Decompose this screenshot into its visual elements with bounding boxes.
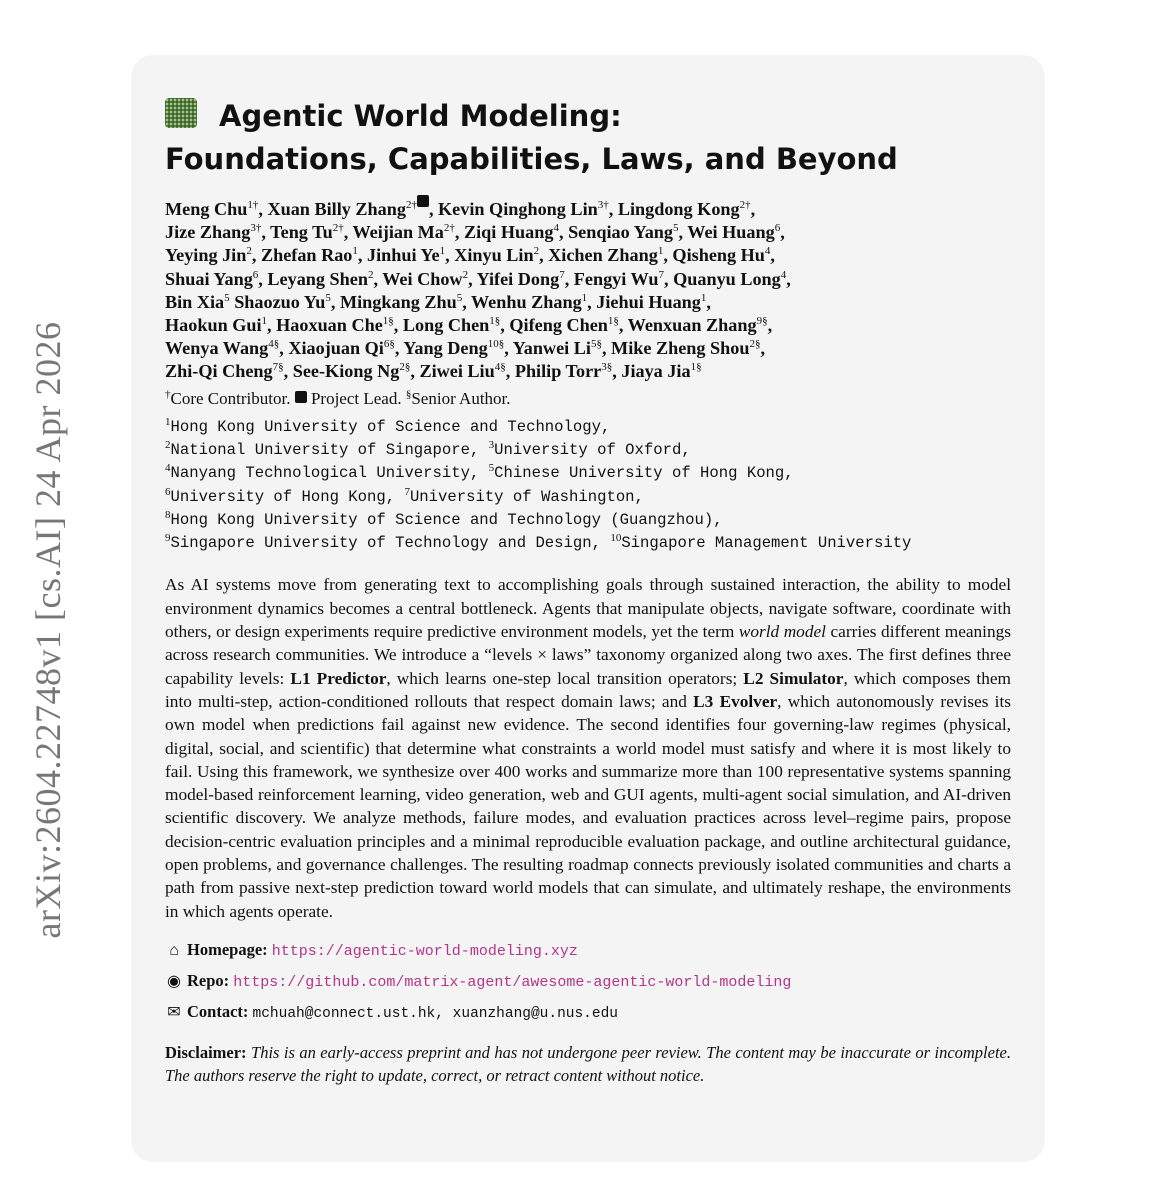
author-line: Haokun Gui$^1$, Haoxuan Che$^{1\S}$, Long Chen$^{1\S}$, Qifeng Chen$^{1\S}$, Wenxuan Zhang$^{9\S}$, — [165, 315, 773, 336]
author-affiliation-mark: 2† — [443, 222, 455, 235]
author-affiliation-mark: 2 — [533, 245, 540, 258]
affiliation-number: 7 — [404, 485, 410, 498]
author-line: Jize Zhang$^{3\dagger}$, Teng $Tu^{2\dagger}$, Weijian $Ma^{2\dagger}$, Ziqi Huang$^4$, Senqiao Yang$^5$, Wei Huang$^6$, — [165, 222, 785, 243]
author-name: Fengyi Wu — [573, 268, 659, 289]
author-affiliation-mark: 6§ — [383, 338, 395, 351]
affiliation-number: 4 — [165, 462, 171, 475]
author-name: Lingdong Kong — [617, 199, 740, 220]
author-affiliation-mark: 1§ — [382, 315, 394, 328]
author-name: Meng Chu — [165, 199, 248, 220]
author-line: Shuai Yang$^6$, Leyang Shen$^2$, Wei Chow$^2$, Yifei Dong$^7$, Fengyi Wu$^7$, Quanyu Long$^4$, — [165, 268, 791, 289]
title-line-1: Agentic World Modeling: — [219, 99, 622, 133]
author-name: Jiaya Jia — [621, 361, 691, 382]
author-name: Kevin Qinghong Lin — [438, 199, 598, 220]
author-name: Xinyu Lin — [454, 245, 534, 266]
author-name: Haokun Gui — [165, 315, 262, 336]
author-affiliation-mark: 2† — [739, 199, 751, 211]
author-affiliation-mark: 7§ — [272, 361, 284, 374]
abstract-text: , which learns one-step local transition operators; — [386, 668, 744, 688]
disclaimer — [165, 1041, 1011, 1088]
affiliation-name: Singapore University of Technology and Design, — [170, 534, 611, 553]
author-affiliation-mark: 2§ — [399, 361, 411, 374]
author-line: Wenya Wang$^{4\S}$, Xiaojuan $Qi^{6\S}$, Yang Deng$^{10\S}$, Yanwei $Li^{5\S}$, Mike Zheng Shou$^{2\S}$, — [165, 338, 766, 359]
core-contributor-note: Core Contributor. — [170, 388, 291, 408]
affiliation-name: University of Washington, — [409, 487, 644, 506]
author-name: Yifei Dong — [476, 268, 560, 289]
author-affiliation-mark: 2 — [246, 245, 252, 258]
author-name: Wenya Wang — [165, 338, 269, 359]
author-affiliation-mark: 1§ — [489, 315, 501, 328]
author-affiliation-mark: 6 — [252, 268, 259, 281]
author-affiliation-mark: 3† — [250, 222, 262, 235]
home-icon: ⌂ — [169, 941, 179, 959]
author-name: Ziqi Huang — [464, 222, 554, 243]
disclaimer-text: This is an early-access preprint and has not undergone peer review. The content may be inaccurate or incomplete. The authors reserve the right to update, correct, or retract content without notice. — [165, 1042, 1011, 1086]
author-affiliation-mark: 5 — [224, 291, 230, 304]
author-name: Yanwei Li — [512, 338, 591, 359]
author-affiliation-mark: 4 — [553, 222, 559, 235]
author-name: Leyang Shen — [267, 268, 368, 289]
author-affiliation-mark: 1§ — [690, 361, 702, 374]
affiliation-line — [165, 532, 1011, 555]
author-name: Senqiao Yang — [568, 222, 674, 243]
author-affiliation-mark: 1† — [247, 199, 259, 211]
arxiv-identifier-stamp: arXiv:2604.22748v1 [cs.AI] 24 Apr 2026 — [28, 321, 68, 939]
affiliation-line — [165, 439, 1011, 462]
affiliation-name: Chinese University of Hong Kong, — [494, 464, 794, 483]
author-affiliation-mark: 3† — [597, 199, 609, 211]
author-name: Quanyu Long — [673, 268, 781, 289]
author-name: Long Chen — [402, 315, 490, 336]
abstract-text: As AI systems move from generating text to accomplishing goals through sustained interaction, the ability to model environment dynamics becomes a central bottleneck. Agents that manipulate objects, navigate software, coordinate with others, or design experiments require predictive environment models, yet the term — [165, 575, 1011, 642]
capability-level-term: L1 Predictor — [290, 668, 387, 688]
affiliation-line — [165, 416, 1011, 439]
author-list — [165, 195, 1025, 384]
author-name: Wenxuan Zhang — [627, 315, 757, 336]
affiliation-number: 3 — [488, 438, 495, 451]
author-affiliation-mark: 1 — [439, 245, 446, 258]
disclaimer-label: Disclaimer: — [165, 1042, 247, 1062]
author-name: Jize Zhang — [165, 222, 251, 243]
author-name: Wei Huang — [687, 222, 775, 243]
capability-level-term: L2 Simulator — [743, 668, 844, 688]
author-affiliation-mark: 1§ — [607, 315, 619, 328]
author-name: Yang Deng — [403, 338, 488, 359]
author-affiliation-mark: 5 — [673, 222, 679, 235]
author-affiliation-mark: 1 — [657, 245, 664, 258]
author-name: Wenhu Zhang — [470, 291, 582, 312]
title-line-2: Foundations, Capabilities, Laws, and Beyond — [165, 142, 898, 176]
affiliation-line — [165, 462, 1011, 485]
author-line: Bin Xia$^5$ Shaozuo Yu$^5$, Mingkang Zhu$^5$, Wenhu Zhang$^1$, Jiehui Huang$^1$, — [165, 291, 711, 312]
affiliation-name: Hong Kong University of Science and Technology, — [170, 417, 611, 436]
author-name: Shuai Yang — [165, 268, 253, 289]
affiliation-number: 1 — [165, 415, 171, 428]
affiliation-number: 5 — [488, 462, 495, 475]
affiliation-name: University of Hong Kong, — [170, 487, 405, 506]
homepage-link[interactable]: https://agentic-world-modeling.xyz — [271, 942, 578, 960]
author-affiliation-mark: 4 — [764, 245, 771, 258]
affiliation-name: Nanyang Technological University, — [170, 464, 489, 483]
repo-link[interactable]: https://github.com/matrix-agent/awesome-agentic-world-modeling — [233, 973, 792, 991]
author-affiliation-mark: 3§ — [601, 361, 613, 374]
affiliation-number: 2 — [165, 438, 171, 451]
author-name: Zhefan Rao — [260, 245, 353, 266]
capability-level-term: L3 Evolver — [693, 691, 778, 711]
author-name: Teng Tu — [270, 222, 333, 243]
author-affiliation-mark: 1 — [581, 291, 588, 304]
author-affiliation-mark: 6 — [774, 222, 781, 235]
homepage-row — [165, 935, 1011, 966]
affiliation-number: 9 — [165, 531, 171, 544]
paper-title — [165, 95, 1011, 181]
author-affiliation-mark: 1 — [700, 291, 707, 304]
abstract — [165, 573, 1011, 922]
contact-emails[interactable]: mchuah@connect.ust.hk, xuanzhang@u.nus.edu — [252, 1005, 618, 1022]
author-name: Jinhui Ye — [367, 245, 440, 266]
author-affiliation-mark: 10§ — [487, 338, 505, 351]
project-lead-icon — [295, 391, 307, 403]
author-affiliation-mark: 2 — [367, 268, 374, 281]
author-affiliation-mark: 4§ — [494, 361, 506, 374]
author-name: Xiaojuan Qi — [288, 338, 384, 359]
emphasized-term: world model — [738, 622, 826, 642]
dagger-mark: † — [165, 388, 171, 401]
author-name: Bin Xia — [165, 291, 225, 312]
author-affiliation-mark: 2§ — [749, 338, 761, 351]
affiliation-number: 6 — [165, 485, 171, 498]
affiliation-name: Hong Kong University of Science and Technology (Guangzhou), — [170, 510, 723, 529]
author-name: Weijian Ma — [352, 222, 444, 243]
project-lead-icon — [417, 195, 429, 207]
affiliations — [165, 416, 1011, 556]
affiliation-name: Singapore Management University — [621, 534, 912, 553]
author-name: Jiehui Huang — [596, 291, 701, 312]
author-affiliation-mark: 9§ — [756, 315, 768, 328]
author-affiliation-mark: 4§ — [268, 338, 280, 351]
envelope-icon: ✉ — [167, 1003, 181, 1021]
author-name: Ziwei Liu — [419, 361, 495, 382]
project-lead-note: Project Lead. — [310, 388, 402, 408]
author-name: Mingkang Zhu — [339, 291, 457, 312]
author-name: Shaozuo Yu — [234, 291, 326, 312]
author-name: Qisheng Hu — [672, 245, 765, 266]
author-name: Wei Chow — [382, 268, 463, 289]
author-affiliation-mark: 7 — [658, 268, 665, 281]
github-icon: ◉ — [167, 972, 181, 990]
senior-author-note: Senior Author. — [411, 388, 511, 408]
contact-label: Contact: — [187, 1001, 249, 1021]
author-name: Xuan Billy Zhang — [267, 199, 406, 220]
affiliation-number: 8 — [165, 508, 171, 521]
author-name: See-Kiong Ng — [292, 361, 400, 382]
author-affiliation-mark: 1 — [352, 245, 358, 258]
author-affiliation-mark: 4 — [780, 268, 787, 281]
author-affiliation-mark: 7 — [559, 268, 565, 281]
affiliation-line — [165, 486, 1011, 509]
author-line: Yeying Jin$^2$, Zhefan Rao$^1$, Jinhui Ye$^1$, Xinyu Lin$^2$, Xichen Zhang$^1$, Qisheng Hu$^4$, — [165, 245, 775, 266]
affiliation-name: University of Oxford, — [494, 440, 691, 459]
homepage-label: Homepage: — [187, 939, 268, 959]
affiliation-number: 10 — [610, 531, 622, 544]
links-section — [165, 935, 1011, 1029]
repo-row — [165, 966, 1011, 997]
abstract-text: , which composes them into multi-step, action-conditioned rollouts that respect domain laws; and — [165, 668, 1011, 711]
author-affiliation-mark: 2 — [462, 268, 469, 281]
author-affiliation-mark: 2† — [406, 199, 429, 211]
title-page-content — [165, 95, 1011, 1088]
abstract-text: , which autonomously revises its own model when predictions fail against new evidence. The second identifies four governing-law regimes (physical, digital, social, and scientific) that determine what constraints a world model must satisfy and where it is most likely to fail. Using this framework, we synthesize over 400 works and summarize more than 100 representative systems spanning model-based reinforcement learning, video generation, web and GUI agents, multi-agent social simulation, and AI-driven scientific discovery. We analyze methods, failure modes, and evaluation practices across level–regime pairs, propose decision-centric evaluation principles and a minimal reproducible evaluation package, and outline architectural guidance, open problems, and governance challenges. The resulting roadmap connects previously isolated communities and charts a path from passive next-step prediction toward world models that can simulate, and ultimately reshape, the environments in which agents operate. — [165, 691, 1012, 921]
author-name: Zhi-Qi Cheng — [165, 361, 273, 382]
author-affiliation-mark: 5§ — [590, 338, 602, 351]
author-affiliation-mark: 1 — [261, 315, 268, 328]
author-name: Mike Zheng Shou — [611, 338, 750, 359]
author-affiliation-mark: 5 — [456, 291, 463, 304]
author-line: Meng Chu$^{1\dagger}$, Xuan Billy Zhang$^{2\dagger}$ , Kevin Qinghong Lin$^{3\dagger}$, Lingdong Kong$^{2\dagger}$, — [165, 195, 1025, 221]
author-affiliation-mark: 5 — [325, 291, 331, 304]
author-notes — [165, 387, 1011, 410]
section-mark: § — [405, 388, 412, 401]
author-name: Yeying Jin — [165, 245, 247, 266]
abstract-text: carries different meanings across research communities. We introduce a “levels × laws” taxonomy organized along two axes. The first defines three capability levels: — [165, 622, 1011, 688]
affiliation-line — [165, 509, 1011, 532]
author-name: Philip Torr — [514, 361, 602, 382]
author-name: Haoxuan Che — [276, 315, 383, 336]
author-line: Zhi-Qi Cheng$^{7\S}$, See-Kiong $Ng^{2\S}$, Ziwei Liu$^{4\S}$, Philip Torr$^{3\S}$, Jiaya Jia$^{1\S}$ — [165, 361, 702, 382]
logo-icon — [165, 98, 197, 128]
author-name: Xichen Zhang — [548, 245, 658, 266]
contact-row — [165, 997, 1011, 1029]
author-name: Qifeng Chen — [509, 315, 608, 336]
repo-label: Repo: — [187, 970, 230, 990]
affiliation-name: National University of Singapore, — [170, 440, 489, 459]
author-affiliation-mark: 2† — [332, 222, 344, 235]
